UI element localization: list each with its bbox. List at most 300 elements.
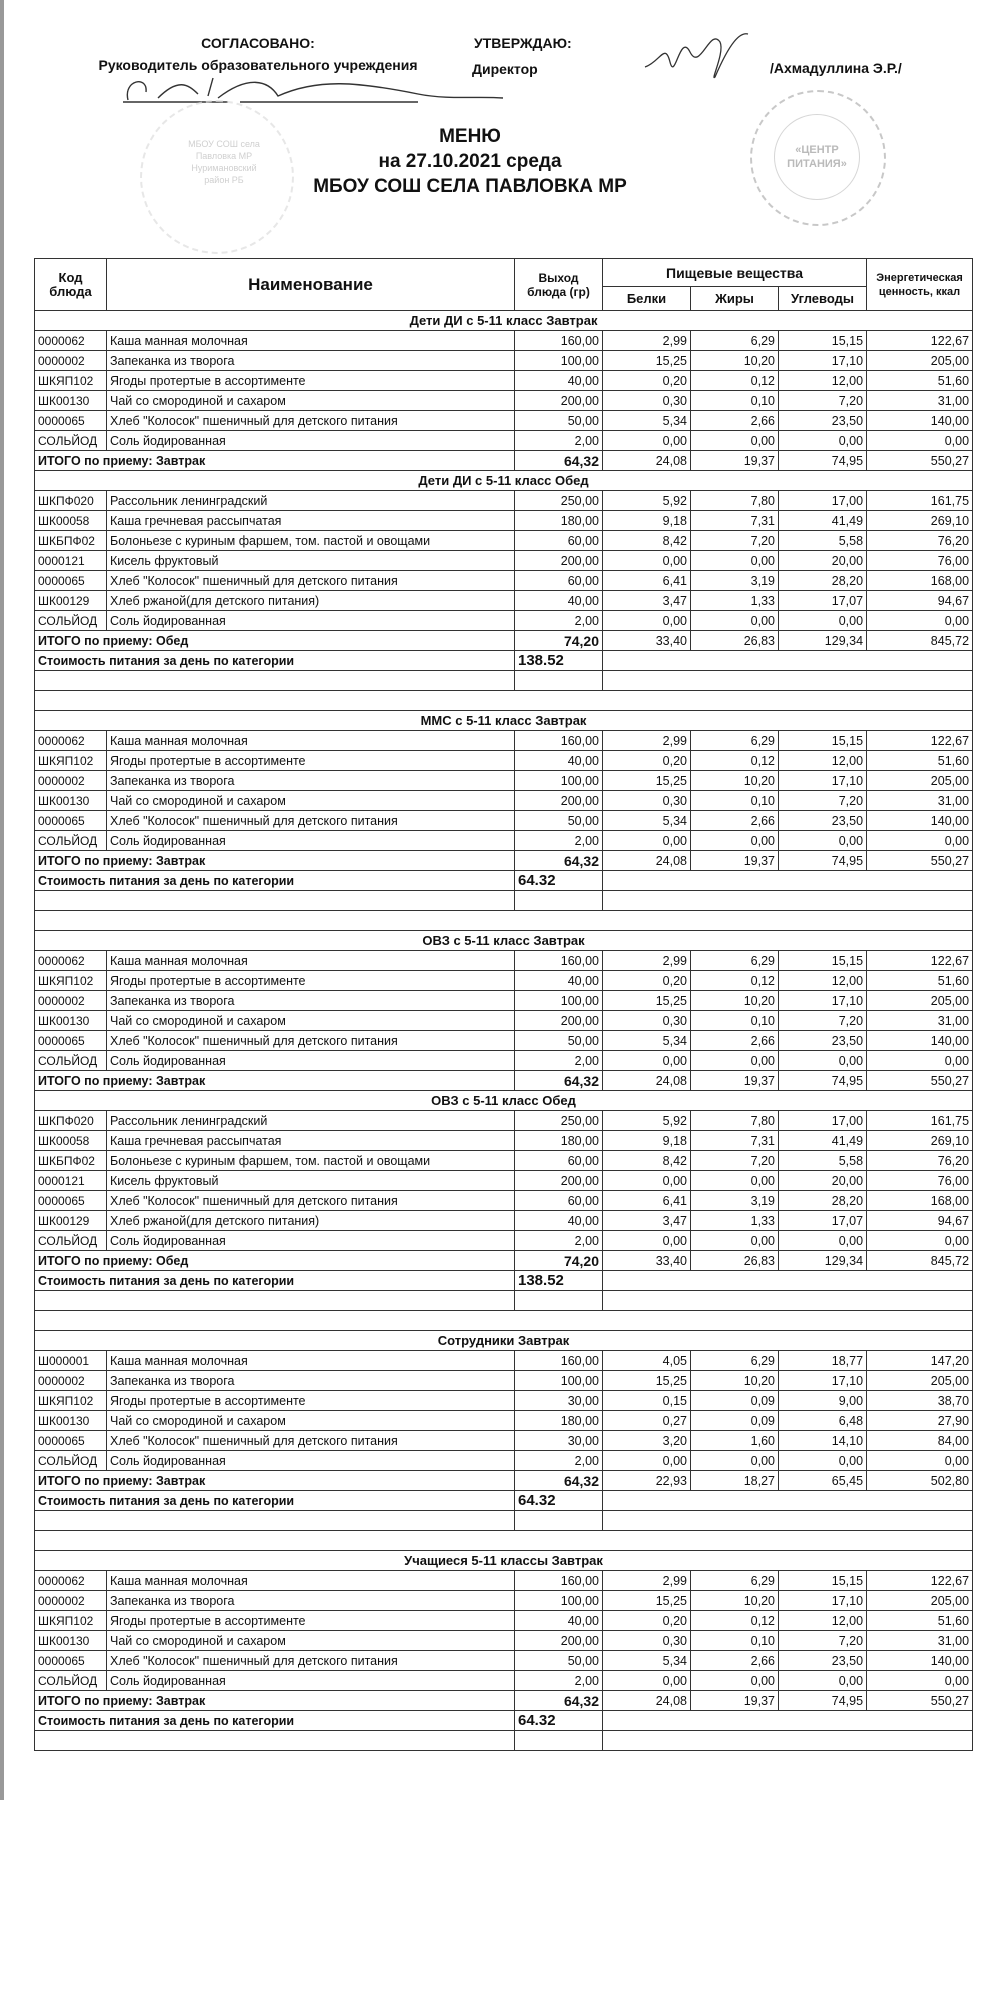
total-energy: 550,27 bbox=[867, 1691, 973, 1711]
dish-protein: 5,34 bbox=[603, 411, 691, 431]
cost-value: 64.32 bbox=[515, 871, 603, 891]
dish-carbs: 7,20 bbox=[779, 791, 867, 811]
dish-code: 0000121 bbox=[35, 1171, 107, 1191]
dish-protein: 8,42 bbox=[603, 1151, 691, 1171]
dish-carbs: 17,00 bbox=[779, 1111, 867, 1131]
dish-name: Хлеб ржаной(для детского питания) bbox=[107, 1211, 515, 1231]
dish-energy: 76,00 bbox=[867, 551, 973, 571]
dish-fat: 10,20 bbox=[691, 991, 779, 1011]
dish-yield: 180,00 bbox=[515, 1131, 603, 1151]
dish-row bbox=[35, 971, 973, 991]
dish-protein: 0,20 bbox=[603, 971, 691, 991]
section-title-row bbox=[35, 931, 973, 951]
cost-empty bbox=[603, 871, 973, 891]
dish-code: ШКЯП102 bbox=[35, 1611, 107, 1631]
section-gap bbox=[35, 691, 973, 711]
dish-protein: 0,00 bbox=[603, 1051, 691, 1071]
dish-code: ШКПФ020 bbox=[35, 1111, 107, 1131]
header-protein: Белки bbox=[603, 287, 691, 311]
dish-name: Каша манная молочная bbox=[107, 1351, 515, 1371]
director-name: /Ахмадуллина Э.Р./ bbox=[770, 60, 902, 76]
dish-carbs: 0,00 bbox=[779, 1451, 867, 1471]
total-protein: 22,93 bbox=[603, 1471, 691, 1491]
dish-yield: 160,00 bbox=[515, 951, 603, 971]
dish-row bbox=[35, 1651, 973, 1671]
dish-protein: 0,00 bbox=[603, 1671, 691, 1691]
organization-stamp-text: «ЦЕНТР ПИТАНИЯ» bbox=[774, 114, 860, 200]
dish-fat: 3,19 bbox=[691, 1191, 779, 1211]
dish-protein: 0,30 bbox=[603, 1011, 691, 1031]
dish-fat: 0,00 bbox=[691, 551, 779, 571]
dish-fat: 10,20 bbox=[691, 1371, 779, 1391]
dish-yield: 2,00 bbox=[515, 1451, 603, 1471]
menu-table bbox=[34, 258, 973, 1751]
dish-name: Запеканка из творога bbox=[107, 991, 515, 1011]
dish-carbs: 41,49 bbox=[779, 1131, 867, 1151]
total-row bbox=[35, 1691, 973, 1711]
dish-name: Хлеб "Колосок" пшеничный для детского питания bbox=[107, 811, 515, 831]
dish-yield: 40,00 bbox=[515, 591, 603, 611]
section-title: ММС с 5-11 класс Завтрак bbox=[35, 711, 973, 731]
dish-name: Хлеб "Колосок" пшеничный для детского питания bbox=[107, 1651, 515, 1671]
dish-name: Болоньезе с куриным фаршем, том. пастой и овощами bbox=[107, 531, 515, 551]
dish-row bbox=[35, 1231, 973, 1251]
dish-energy: 0,00 bbox=[867, 431, 973, 451]
section-title-row bbox=[35, 1551, 973, 1571]
dish-code: СОЛЬЙОД bbox=[35, 1671, 107, 1691]
dish-fat: 2,66 bbox=[691, 811, 779, 831]
dish-yield: 200,00 bbox=[515, 1171, 603, 1191]
dish-row bbox=[35, 511, 973, 531]
dish-carbs: 17,07 bbox=[779, 591, 867, 611]
dish-fat: 0,00 bbox=[691, 1051, 779, 1071]
total-yield: 64,32 bbox=[515, 851, 603, 871]
dish-fat: 0,12 bbox=[691, 371, 779, 391]
section-gap bbox=[35, 1531, 973, 1551]
dish-carbs: 17,07 bbox=[779, 1211, 867, 1231]
total-yield: 64,32 bbox=[515, 1691, 603, 1711]
section-title-row bbox=[35, 311, 973, 331]
dish-energy: 51,60 bbox=[867, 1611, 973, 1631]
dish-fat: 0,12 bbox=[691, 1611, 779, 1631]
dish-carbs: 17,10 bbox=[779, 1591, 867, 1611]
dish-carbs: 23,50 bbox=[779, 1651, 867, 1671]
dish-row bbox=[35, 1571, 973, 1591]
dish-yield: 50,00 bbox=[515, 411, 603, 431]
cost-row bbox=[35, 1271, 973, 1291]
agreed-role: Руководитель образовательного учреждения bbox=[98, 57, 418, 73]
dish-name: Хлеб "Колосок" пшеничный для детского питания bbox=[107, 571, 515, 591]
dish-code: ШКБПФ02 bbox=[35, 1151, 107, 1171]
empty-row bbox=[35, 1291, 973, 1311]
approve-block bbox=[472, 34, 572, 77]
dish-name: Соль йодированная bbox=[107, 431, 515, 451]
dish-carbs: 20,00 bbox=[779, 551, 867, 571]
dish-fat: 0,00 bbox=[691, 1231, 779, 1251]
dish-name: Соль йодированная bbox=[107, 1051, 515, 1071]
dish-yield: 100,00 bbox=[515, 351, 603, 371]
total-energy: 502,80 bbox=[867, 1471, 973, 1491]
total-fat: 19,37 bbox=[691, 1691, 779, 1711]
dish-code: 0000062 bbox=[35, 1571, 107, 1591]
dish-fat: 3,19 bbox=[691, 571, 779, 591]
dish-yield: 2,00 bbox=[515, 1671, 603, 1691]
dish-carbs: 12,00 bbox=[779, 1611, 867, 1631]
cost-label: Стоимость питания за день по категории bbox=[35, 651, 515, 671]
header-carbs: Углеводы bbox=[779, 287, 867, 311]
dish-code: 0000065 bbox=[35, 571, 107, 591]
dish-code: ШК00058 bbox=[35, 1131, 107, 1151]
dish-name: Соль йодированная bbox=[107, 1451, 515, 1471]
dish-fat: 7,20 bbox=[691, 531, 779, 551]
dish-row bbox=[35, 431, 973, 451]
total-carbs: 74,95 bbox=[779, 851, 867, 871]
dish-row bbox=[35, 591, 973, 611]
cost-label: Стоимость питания за день по категории bbox=[35, 871, 515, 891]
dish-yield: 250,00 bbox=[515, 1111, 603, 1131]
dish-protein: 0,00 bbox=[603, 431, 691, 451]
cost-empty bbox=[603, 651, 973, 671]
dish-name: Ягоды протертые в ассортименте bbox=[107, 1391, 515, 1411]
dish-fat: 1,60 bbox=[691, 1431, 779, 1451]
dish-carbs: 0,00 bbox=[779, 1231, 867, 1251]
agreed-block bbox=[78, 34, 438, 74]
title-date: на 27.10.2021 среда bbox=[378, 151, 562, 172]
section-gap bbox=[35, 911, 973, 931]
dish-row bbox=[35, 1431, 973, 1451]
dish-energy: 122,67 bbox=[867, 731, 973, 751]
dish-fat: 0,00 bbox=[691, 1671, 779, 1691]
dish-name: Каша манная молочная bbox=[107, 331, 515, 351]
dish-energy: 94,67 bbox=[867, 591, 973, 611]
dish-name: Чай со смородиной и сахаром bbox=[107, 1011, 515, 1031]
menu-title bbox=[240, 124, 700, 199]
dish-carbs: 12,00 bbox=[779, 371, 867, 391]
dish-row bbox=[35, 1631, 973, 1651]
cost-row bbox=[35, 1711, 973, 1731]
dish-energy: 161,75 bbox=[867, 491, 973, 511]
dish-energy: 31,00 bbox=[867, 791, 973, 811]
dish-carbs: 7,20 bbox=[779, 1631, 867, 1651]
dish-carbs: 0,00 bbox=[779, 1671, 867, 1691]
dish-code: ШКБПФ02 bbox=[35, 531, 107, 551]
dish-energy: 205,00 bbox=[867, 351, 973, 371]
dish-code: 0000065 bbox=[35, 1431, 107, 1451]
dish-energy: 51,60 bbox=[867, 971, 973, 991]
total-fat: 19,37 bbox=[691, 451, 779, 471]
dish-yield: 30,00 bbox=[515, 1391, 603, 1411]
dish-carbs: 17,10 bbox=[779, 351, 867, 371]
dish-energy: 76,20 bbox=[867, 1151, 973, 1171]
dish-name: Кисель фруктовый bbox=[107, 1171, 515, 1191]
dish-protein: 2,99 bbox=[603, 331, 691, 351]
cost-row bbox=[35, 871, 973, 891]
scan-edge bbox=[0, 0, 4, 1800]
dish-fat: 6,29 bbox=[691, 731, 779, 751]
dish-protein: 15,25 bbox=[603, 771, 691, 791]
dish-protein: 0,00 bbox=[603, 1171, 691, 1191]
cost-value: 64.32 bbox=[515, 1491, 603, 1511]
dish-carbs: 5,58 bbox=[779, 531, 867, 551]
dish-fat: 0,00 bbox=[691, 1171, 779, 1191]
dish-energy: 0,00 bbox=[867, 1051, 973, 1071]
total-label: ИТОГО по приему: Завтрак bbox=[35, 451, 515, 471]
total-protein: 24,08 bbox=[603, 1691, 691, 1711]
dish-row bbox=[35, 571, 973, 591]
dish-carbs: 15,15 bbox=[779, 1571, 867, 1591]
dish-row bbox=[35, 1111, 973, 1131]
total-carbs: 74,95 bbox=[779, 1071, 867, 1091]
section-gap bbox=[35, 1311, 973, 1331]
total-row bbox=[35, 851, 973, 871]
dish-name: Чай со смородиной и сахаром bbox=[107, 391, 515, 411]
dish-name: Ягоды протертые в ассортименте bbox=[107, 971, 515, 991]
dish-row bbox=[35, 991, 973, 1011]
dish-energy: 140,00 bbox=[867, 1031, 973, 1051]
dish-carbs: 7,20 bbox=[779, 1011, 867, 1031]
dish-protein: 3,20 bbox=[603, 1431, 691, 1451]
dish-code: ШК00058 bbox=[35, 511, 107, 531]
dish-name: Хлеб "Колосок" пшеничный для детского питания bbox=[107, 1031, 515, 1051]
dish-protein: 3,47 bbox=[603, 591, 691, 611]
dish-energy: 27,90 bbox=[867, 1411, 973, 1431]
dish-energy: 0,00 bbox=[867, 1231, 973, 1251]
dish-fat: 0,00 bbox=[691, 831, 779, 851]
section-title-row bbox=[35, 471, 973, 491]
menu-body bbox=[35, 311, 973, 1751]
total-energy: 550,27 bbox=[867, 451, 973, 471]
dish-yield: 160,00 bbox=[515, 1351, 603, 1371]
total-row bbox=[35, 1251, 973, 1271]
dish-name: Болоньезе с куриным фаршем, том. пастой и овощами bbox=[107, 1151, 515, 1171]
dish-energy: 0,00 bbox=[867, 831, 973, 851]
dish-name: Чай со смородиной и сахаром bbox=[107, 1411, 515, 1431]
dish-row bbox=[35, 411, 973, 431]
total-energy: 845,72 bbox=[867, 631, 973, 651]
dish-energy: 205,00 bbox=[867, 991, 973, 1011]
total-label: ИТОГО по приему: Завтрак bbox=[35, 1691, 515, 1711]
dish-carbs: 0,00 bbox=[779, 431, 867, 451]
dish-yield: 40,00 bbox=[515, 371, 603, 391]
dish-yield: 200,00 bbox=[515, 1011, 603, 1031]
dish-energy: 205,00 bbox=[867, 1371, 973, 1391]
cost-label: Стоимость питания за день по категории bbox=[35, 1271, 515, 1291]
dish-energy: 0,00 bbox=[867, 1451, 973, 1471]
dish-fat: 6,29 bbox=[691, 331, 779, 351]
total-yield: 64,32 bbox=[515, 1471, 603, 1491]
dish-carbs: 41,49 bbox=[779, 511, 867, 531]
total-protein: 24,08 bbox=[603, 451, 691, 471]
dish-fat: 2,66 bbox=[691, 1031, 779, 1051]
dish-name: Чай со смородиной и сахаром bbox=[107, 791, 515, 811]
dish-yield: 40,00 bbox=[515, 1611, 603, 1631]
dish-row bbox=[35, 1211, 973, 1231]
dish-yield: 200,00 bbox=[515, 551, 603, 571]
dish-name: Запеканка из творога bbox=[107, 1371, 515, 1391]
total-carbs: 129,34 bbox=[779, 631, 867, 651]
dish-code: ШК00130 bbox=[35, 1631, 107, 1651]
dish-yield: 200,00 bbox=[515, 391, 603, 411]
dish-row bbox=[35, 371, 973, 391]
dish-carbs: 17,10 bbox=[779, 1371, 867, 1391]
header-code: Код блюда bbox=[35, 259, 107, 311]
dish-name: Каша гречневая рассыпчатая bbox=[107, 1131, 515, 1151]
dish-name: Ягоды протертые в ассортименте bbox=[107, 751, 515, 771]
dish-yield: 2,00 bbox=[515, 431, 603, 451]
dish-fat: 10,20 bbox=[691, 771, 779, 791]
dish-fat: 10,20 bbox=[691, 1591, 779, 1611]
dish-yield: 2,00 bbox=[515, 1051, 603, 1071]
menu-table-container bbox=[34, 258, 972, 1751]
dish-row bbox=[35, 1151, 973, 1171]
section-title: Сотрудники Завтрак bbox=[35, 1331, 973, 1351]
dish-name: Ягоды протертые в ассортименте bbox=[107, 371, 515, 391]
empty-row bbox=[35, 1731, 973, 1751]
dish-fat: 0,09 bbox=[691, 1391, 779, 1411]
dish-yield: 100,00 bbox=[515, 771, 603, 791]
section-title: Дети ДИ с 5-11 класс Обед bbox=[35, 471, 973, 491]
header-energy: Энергетическая ценность, ккал bbox=[867, 259, 973, 311]
dish-row bbox=[35, 1371, 973, 1391]
approve-role: Директор bbox=[472, 61, 538, 77]
dish-code: 0000002 bbox=[35, 1591, 107, 1611]
approve-label: УТВЕРЖДАЮ: bbox=[474, 35, 572, 51]
dish-name: Хлеб "Колосок" пшеничный для детского питания bbox=[107, 1431, 515, 1451]
dish-row bbox=[35, 1051, 973, 1071]
cost-row bbox=[35, 651, 973, 671]
organization-stamp bbox=[750, 90, 886, 226]
dish-protein: 2,99 bbox=[603, 951, 691, 971]
dish-yield: 160,00 bbox=[515, 1571, 603, 1591]
dish-code: 0000065 bbox=[35, 1651, 107, 1671]
dish-protein: 0,20 bbox=[603, 1611, 691, 1631]
dish-protein: 15,25 bbox=[603, 351, 691, 371]
total-label: ИТОГО по приему: Завтрак bbox=[35, 851, 515, 871]
dish-carbs: 5,58 bbox=[779, 1151, 867, 1171]
dish-name: Хлеб ржаной(для детского питания) bbox=[107, 591, 515, 611]
dish-energy: 147,20 bbox=[867, 1351, 973, 1371]
dish-energy: 122,67 bbox=[867, 331, 973, 351]
dish-energy: 269,10 bbox=[867, 511, 973, 531]
empty-row bbox=[35, 671, 973, 691]
dish-protein: 9,18 bbox=[603, 511, 691, 531]
dish-code: ШК00129 bbox=[35, 591, 107, 611]
school-stamp-text: МБОУ СОШ села Павловка МР Нуримановский район РБ bbox=[188, 139, 260, 185]
dish-energy: 122,67 bbox=[867, 951, 973, 971]
dish-protein: 0,15 bbox=[603, 1391, 691, 1411]
dish-yield: 160,00 bbox=[515, 731, 603, 751]
dish-fat: 1,33 bbox=[691, 1211, 779, 1231]
dish-energy: 51,60 bbox=[867, 751, 973, 771]
dish-carbs: 20,00 bbox=[779, 1171, 867, 1191]
total-row bbox=[35, 1471, 973, 1491]
dish-fat: 0,00 bbox=[691, 611, 779, 631]
dish-code: Ш000001 bbox=[35, 1351, 107, 1371]
dish-yield: 2,00 bbox=[515, 1231, 603, 1251]
dish-name: Запеканка из творога bbox=[107, 771, 515, 791]
dish-row bbox=[35, 1591, 973, 1611]
cost-value: 64.32 bbox=[515, 1711, 603, 1731]
total-yield: 74,20 bbox=[515, 631, 603, 651]
dish-code: 0000062 bbox=[35, 731, 107, 751]
dish-code: СОЛЬЙОД bbox=[35, 431, 107, 451]
dish-carbs: 17,10 bbox=[779, 771, 867, 791]
dish-protein: 0,00 bbox=[603, 831, 691, 851]
dish-yield: 100,00 bbox=[515, 1591, 603, 1611]
dish-energy: 168,00 bbox=[867, 1191, 973, 1211]
total-row bbox=[35, 631, 973, 651]
dish-code: 0000065 bbox=[35, 1191, 107, 1211]
total-carbs: 129,34 bbox=[779, 1251, 867, 1271]
dish-row bbox=[35, 391, 973, 411]
total-label: ИТОГО по приему: Обед bbox=[35, 1251, 515, 1271]
dish-code: СОЛЬЙОД bbox=[35, 1231, 107, 1251]
cost-label: Стоимость питания за день по категории bbox=[35, 1491, 515, 1511]
dish-protein: 5,34 bbox=[603, 1031, 691, 1051]
dish-name: Запеканка из творога bbox=[107, 1591, 515, 1611]
total-energy: 845,72 bbox=[867, 1251, 973, 1271]
dish-code: ШК00130 bbox=[35, 391, 107, 411]
dish-protein: 0,00 bbox=[603, 611, 691, 631]
signature-left bbox=[118, 70, 508, 106]
dish-code: ШК00130 bbox=[35, 791, 107, 811]
dish-energy: 140,00 bbox=[867, 1651, 973, 1671]
dish-carbs: 28,20 bbox=[779, 571, 867, 591]
section-title: ОВЗ с 5-11 класс Завтрак bbox=[35, 931, 973, 951]
dish-row bbox=[35, 1031, 973, 1051]
total-carbs: 74,95 bbox=[779, 451, 867, 471]
dish-yield: 60,00 bbox=[515, 531, 603, 551]
dish-row bbox=[35, 1611, 973, 1631]
cost-value: 138.52 bbox=[515, 651, 603, 671]
total-protein: 24,08 bbox=[603, 851, 691, 871]
dish-carbs: 23,50 bbox=[779, 411, 867, 431]
dish-fat: 0,10 bbox=[691, 1631, 779, 1651]
dish-code: 0000002 bbox=[35, 351, 107, 371]
dish-code: ШКПФ020 bbox=[35, 491, 107, 511]
dish-energy: 140,00 bbox=[867, 411, 973, 431]
dish-name: Хлеб "Колосок" пшеничный для детского питания bbox=[107, 411, 515, 431]
dish-protein: 0,00 bbox=[603, 1451, 691, 1471]
total-fat: 26,83 bbox=[691, 631, 779, 651]
dish-row bbox=[35, 831, 973, 851]
cost-value: 138.52 bbox=[515, 1271, 603, 1291]
dish-code: ШК00129 bbox=[35, 1211, 107, 1231]
total-row bbox=[35, 1071, 973, 1091]
dish-yield: 180,00 bbox=[515, 511, 603, 531]
dish-row bbox=[35, 551, 973, 571]
dish-yield: 100,00 bbox=[515, 1371, 603, 1391]
dish-fat: 6,29 bbox=[691, 951, 779, 971]
dish-code: СОЛЬЙОД bbox=[35, 1051, 107, 1071]
dish-energy: 122,67 bbox=[867, 1571, 973, 1591]
total-yield: 74,20 bbox=[515, 1251, 603, 1271]
dish-row bbox=[35, 1191, 973, 1211]
dish-yield: 60,00 bbox=[515, 571, 603, 591]
dish-protein: 5,92 bbox=[603, 491, 691, 511]
dish-row bbox=[35, 1411, 973, 1431]
total-protein: 33,40 bbox=[603, 1251, 691, 1271]
dish-protein: 9,18 bbox=[603, 1131, 691, 1151]
dish-protein: 0,20 bbox=[603, 751, 691, 771]
dish-yield: 60,00 bbox=[515, 1151, 603, 1171]
dish-carbs: 7,20 bbox=[779, 391, 867, 411]
dish-fat: 0,09 bbox=[691, 1411, 779, 1431]
dish-code: СОЛЬЙОД bbox=[35, 831, 107, 851]
header-name: Наименование bbox=[107, 259, 515, 311]
dish-fat: 6,29 bbox=[691, 1351, 779, 1371]
dish-carbs: 23,50 bbox=[779, 811, 867, 831]
